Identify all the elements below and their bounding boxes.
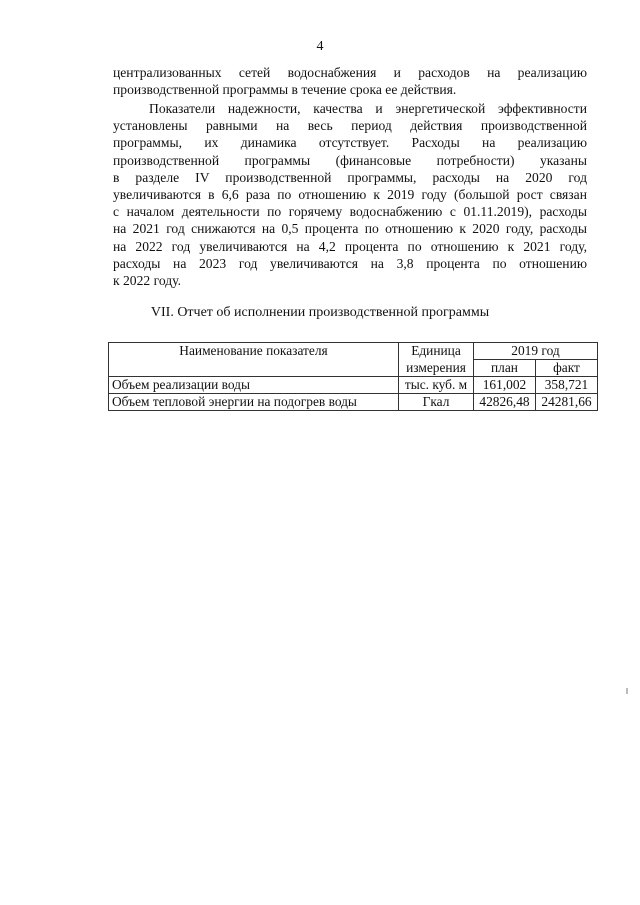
text-line: увеличиваются в 6,6 раза по отношению к 2019 году (большой рост связан: [113, 186, 587, 202]
header-unit-line1: Единица: [399, 343, 474, 360]
row-fact: 358,721: [536, 377, 598, 394]
header-unit-line2: измерения: [399, 360, 474, 377]
table-header-row: [109, 343, 598, 360]
table-row: [109, 394, 598, 411]
text-line: на 2021 год снижаются на 0,5 процента по отношению к 2020 году, расходы: [113, 221, 587, 237]
text-line: централизованных сетей водоснабжения и расходов на реализацию: [113, 65, 587, 80]
text-line: в разделе IV производственной программы, расходы на 2020 год: [113, 169, 587, 185]
text-line: с началом деятельности по горячему водоснабжению с 01.11.2019), расходы: [113, 204, 587, 220]
text-line: Показатели надежности, качества и энергетической эффективности: [149, 101, 587, 116]
header-name: Наименование показателя: [109, 343, 399, 377]
row-plan: 42826,48: [474, 394, 536, 411]
row-unit: Гкал: [399, 394, 474, 411]
page-number: 4: [316, 39, 324, 54]
header-year: 2019 год: [474, 343, 598, 360]
paragraph-continuation: [113, 64, 587, 98]
scan-artifact: [626, 688, 628, 694]
row-name: Объем реализации воды: [109, 377, 399, 394]
row-unit: тыс. куб. м: [399, 377, 474, 394]
table-row: [109, 377, 598, 394]
row-fact: 24281,66: [536, 394, 598, 411]
text-line: установлены равными на весь период действия производственной: [113, 118, 587, 134]
header-plan: план: [474, 360, 536, 377]
text-line: расходы на 2023 год увеличиваются на 3,8 процента по отношению: [113, 255, 587, 271]
section-title: VII. Отчет об исполнении производственной программы: [150, 305, 490, 320]
paragraph-indicators: [113, 100, 587, 289]
row-name: Объем тепловой энергии на подогрев воды: [109, 394, 399, 411]
text-line: производственной программы в течение срока ее действия.: [113, 82, 457, 98]
report-table: [108, 342, 598, 411]
text-line: к 2022 году.: [113, 272, 181, 288]
header-fact: факт: [536, 360, 598, 377]
text-line: на 2022 год увеличиваются на 4,2 процента по отношению к 2021 году,: [113, 238, 587, 254]
text-line: производственной программы (финансовые потребности) указаны: [113, 152, 587, 168]
text-line: программы, их динамика отсутствует. Расходы на реализацию: [113, 135, 587, 151]
row-plan: 161,002: [474, 377, 536, 394]
